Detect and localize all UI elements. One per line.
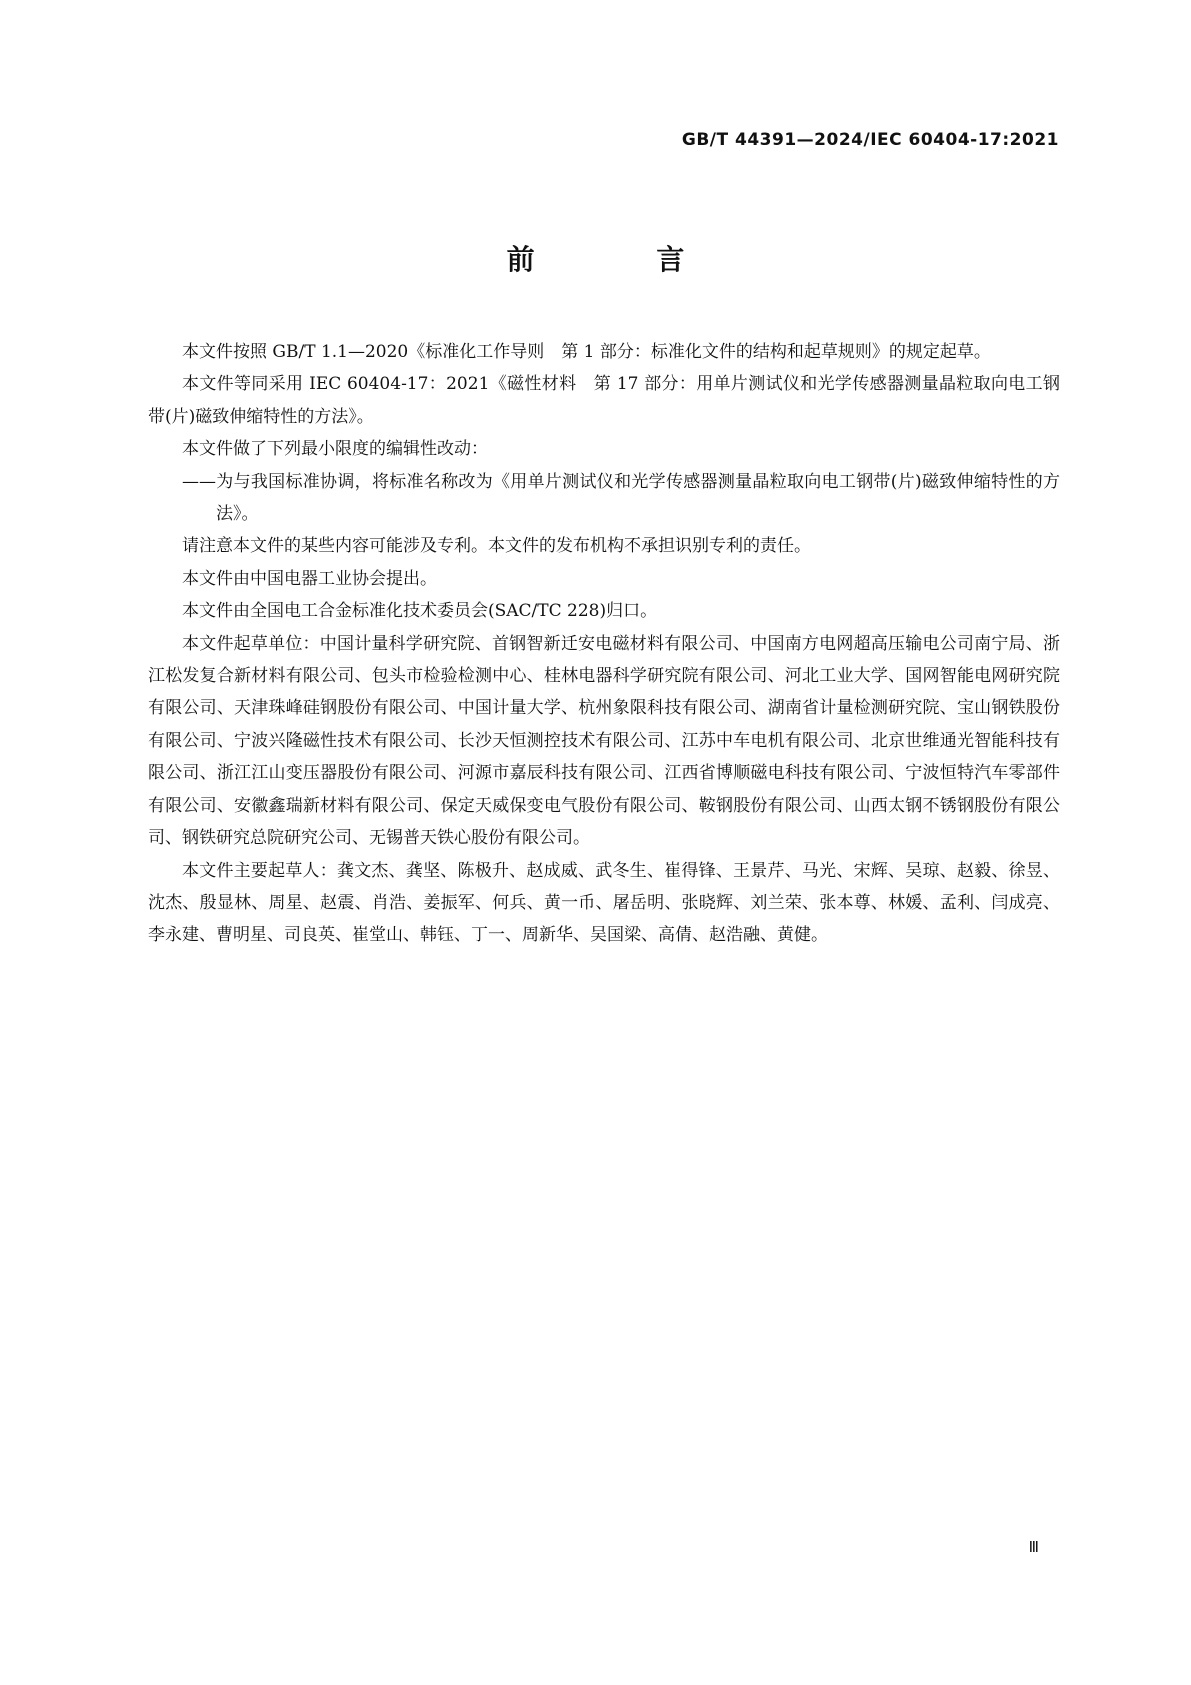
paragraph-drafting-rules: 本文件按照 GB/T 1.1—2020《标准化工作导则 第 1 部分：标准化文件的结构和起草规则》的规定起草。 bbox=[182, 342, 991, 362]
paragraph-proposer: 本文件由中国电器工业协会提出。 bbox=[182, 568, 437, 589]
paragraph-adoption: 本文件等同采用 IEC 60404-17：2021《磁性材料 第 17 部分：用单片测试仪和光学传感器测量晶粒取向电工钢带(片)磁致伸缩特性的方法》。 bbox=[148, 374, 1060, 427]
page-title: 前 言 bbox=[506, 243, 741, 276]
page-number: Ⅲ bbox=[1028, 1538, 1039, 1556]
paragraph-patent-notice: 请注意本文件的某些内容可能涉及专利。本文件的发布机构不承担识别专利的责任。 bbox=[182, 536, 811, 557]
list-item-title-change: ——为与我国标准协调，将标准名称改为《用单片测试仪和光学传感器测量晶粒取向电工钢带(片)磁致伸缩特性的方法》。 bbox=[182, 471, 1060, 525]
standard-code: GB/T 44391—2024/IEC 60404-17:2021 bbox=[681, 130, 1059, 150]
paragraph-drafters: 本文件主要起草人：龚文杰、龚坚、陈极升、赵成威、武冬生、崔得锋、王景芹、马光、宋辉、吴琼、赵毅、徐昱、沈杰、殷显林、周星、赵震、肖浩、姜振军、何兵、黄一币、屠岳明、张晓辉、刘兰荣、张本尊、林媛、孟利、闫成亮、李永建、曹明星、司良英、崔堂山、韩钰、丁一、周新华、吴国梁、高倩、赵浩融、黄健。 bbox=[148, 860, 1060, 946]
paragraph-editorial-changes: 本文件做了下列最小限度的编辑性改动： bbox=[182, 439, 488, 460]
paragraph-drafting-organizations: 本文件起草单位：中国计量科学研究院、首钢智新迁安电磁材料有限公司、中国南方电网超高压输电公司南宁局、浙江松发复合新材料有限公司、包头市检验检测中心、桂林电器科学研究院有限公司、河北工业大学、国网智能电网研究院有限公司、天津珠峰硅钢股份有限公司、中国计量大学、杭州象限科技有限公司、湖南省计量检测研究院、宝山钢铁股份有限公司、宁波兴隆磁性技术有限公司、长沙天恒测控技术有限公司、江苏中车电机有限公司、北京世维通光智能科技有限公司、浙江江山变压器股份有限公司、河源市嘉辰科技有限公司、江西省博顺磁电科技有限公司、宁波恒特汽车零部件有限公司、安徽鑫瑞新材料有限公司、保定天威保变电气股份有限公司、鞍钢股份有限公司、山西太钢不锈钢股份有限公司、钢铁研究总院研究公司、无锡普天铁心股份有限公司。 bbox=[148, 633, 1060, 849]
paragraph-technical-committee: 本文件由全国电工合金标准化技术委员会(SAC/TC 228)归口。 bbox=[182, 601, 658, 622]
foreword-body bbox=[148, 336, 1060, 952]
